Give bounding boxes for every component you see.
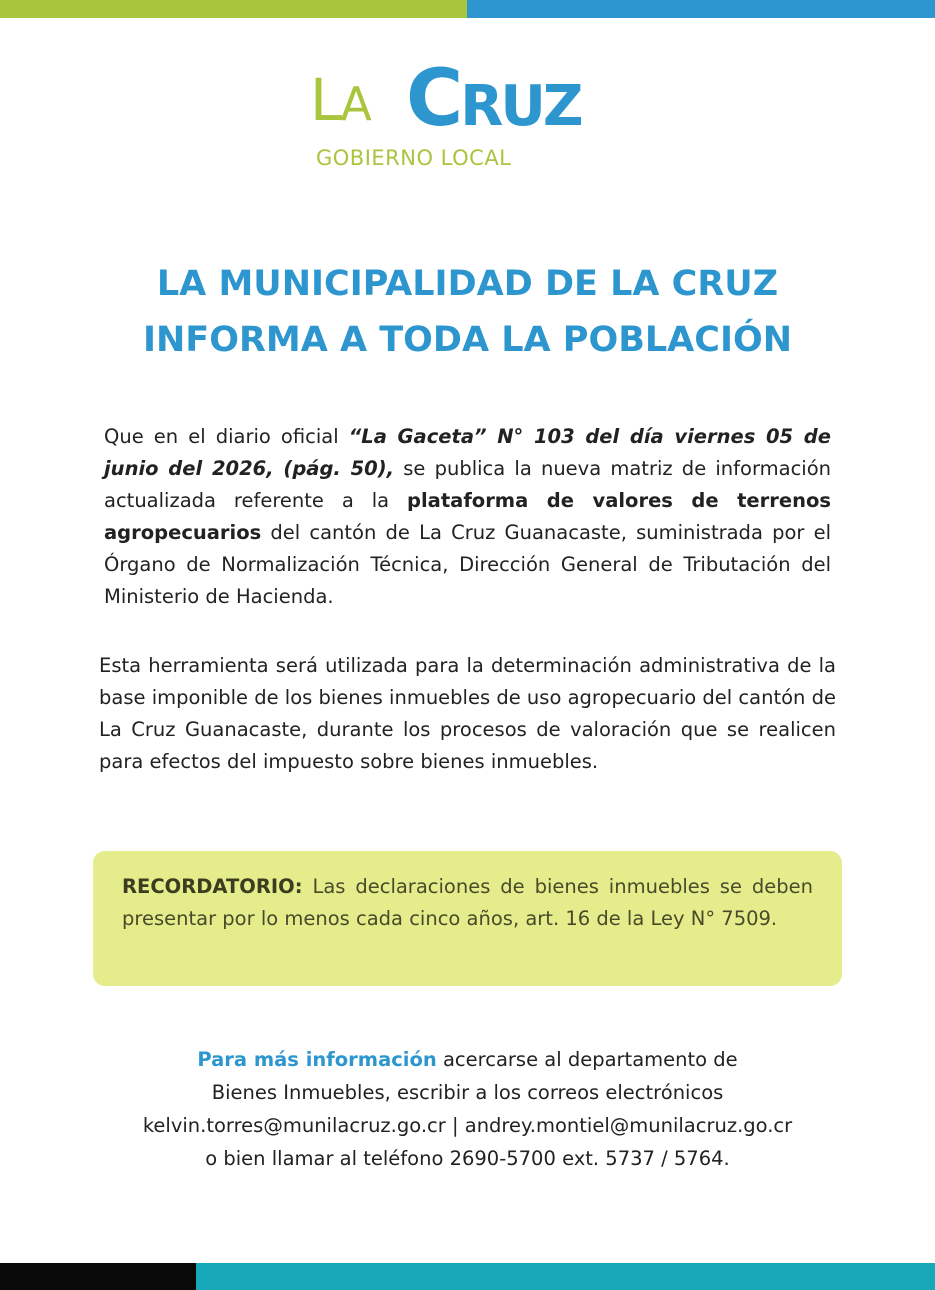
- info-line-emails: kelvin.torres@munilacruz.go.cr | andrey.montiel@munilacruz.go.cr: [142, 1114, 793, 1137]
- bottom-bar-teal: [196, 1263, 935, 1290]
- email-andrey[interactable]: andrey.montiel@munilacruz.go.cr: [464, 1114, 793, 1137]
- top-bar-green: [0, 0, 467, 18]
- reminder-box: [93, 851, 842, 986]
- title-line-1: LA MUNICIPALIDAD DE LA CRUZ: [156, 264, 779, 304]
- platform-name: plataforma de valores de terrenos agropecuarios: [104, 489, 831, 544]
- email-kelvin[interactable]: kelvin.torres@munilacruz.go.cr: [142, 1114, 446, 1137]
- top-bar-blue: [467, 0, 935, 18]
- logo-cruz: CRUZ: [406, 54, 581, 144]
- gazette-reference: “La Gaceta” N° 103 del día viernes 05 de junio del 2026, (pág. 50),: [104, 425, 831, 480]
- title-line-2: INFORMA A TODA LA POBLACIÓN: [142, 320, 793, 360]
- logo-la: LA: [310, 66, 370, 134]
- reminder-label: RECORDATORIO:: [122, 875, 303, 898]
- contact-info: [60, 1043, 875, 1175]
- info-highlight: Para más información: [197, 1048, 437, 1071]
- bottom-bar-black: [0, 1263, 196, 1290]
- la-cruz-logo: [310, 54, 640, 180]
- page-title: [60, 256, 875, 368]
- paragraph-gazette: Que en el diario oficial “La Gaceta” N° 103 del día viernes 05 de junio del 2026, (pág. 50), se publica la nueva matriz de información actualizada referente a la plataforma de valores de terrenos agropecuarios del cantón de La Cruz Guanacaste, suministrada por el Órgano de Normalización Técnica, Dirección General de Tributación del Ministerio de Hacienda.: [104, 425, 831, 608]
- reminder-text: RECORDATORIO: Las declaraciones de bienes inmuebles se deben presentar por lo menos cada cinco años, art. 16 de la Ley N° 7509.: [122, 875, 813, 930]
- logo-subtitle: GOBIERNO LOCAL: [316, 146, 512, 170]
- info-line-2: Bienes Inmuebles, escribir a los correos electrónicos: [211, 1081, 724, 1104]
- info-line-phone: o bien llamar al teléfono 2690-5700 ext. 5737 / 5764.: [205, 1147, 730, 1170]
- paragraph-tool: Esta herramienta será utilizada para la determinación administrativa de la base imponible de los bienes inmuebles de uso agropecuario del cantón de La Cruz Guanacaste, durante los procesos de valoración que se realicen para efectos del impuesto sobre bienes inmuebles.: [99, 654, 836, 773]
- info-line-1: Para más información acercarse al departamento de: [197, 1048, 738, 1071]
